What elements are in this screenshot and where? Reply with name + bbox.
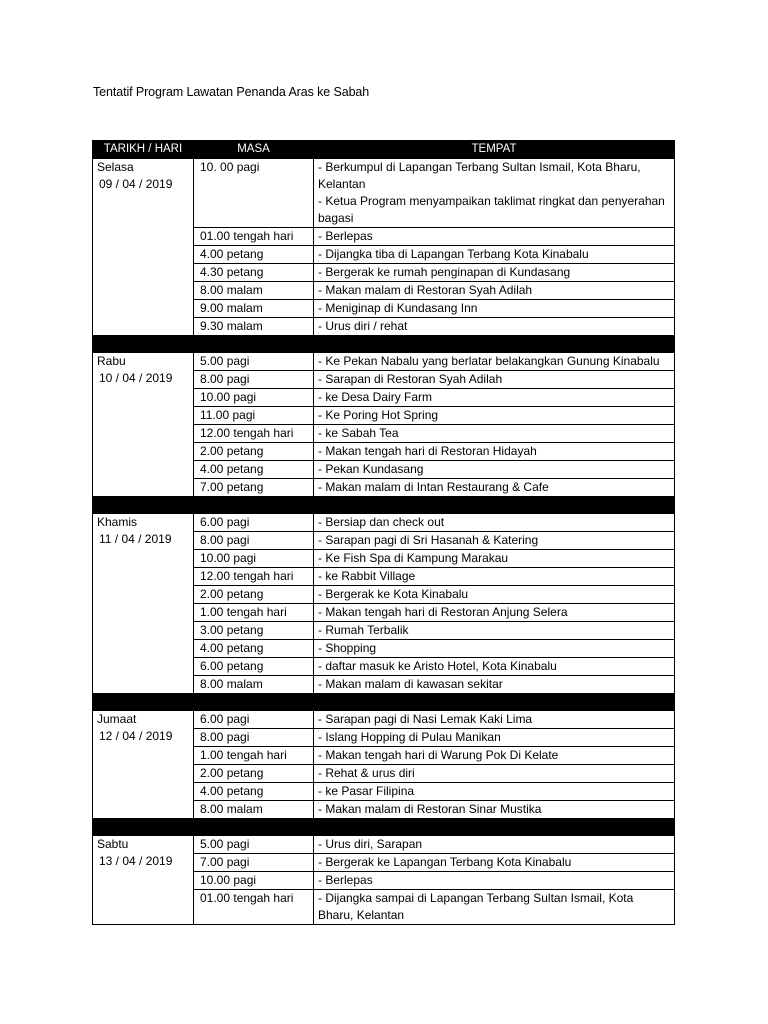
place-cell: - Dijangka sampai di Lapangan Terbang Sultan Ismail, Kota Bharu, Kelantan bbox=[314, 890, 675, 925]
header-place: TEMPAT bbox=[314, 141, 675, 159]
place-cell: - Makan malam di Restoran Sinar Mustika bbox=[314, 801, 675, 819]
header-row bbox=[93, 141, 675, 159]
time-cell: 8.00 pagi bbox=[194, 532, 314, 550]
place-cell: - Makan tengah hari di Restoran Hidayah bbox=[314, 443, 675, 461]
table-row bbox=[93, 353, 675, 371]
time-cell: 9.30 malam bbox=[194, 318, 314, 336]
time-cell: 7.00 petang bbox=[194, 479, 314, 497]
place-cell: - Bergerak ke rumah penginapan di Kundasang bbox=[314, 264, 675, 282]
time-cell: 11.00 pagi bbox=[194, 407, 314, 425]
time-cell: 8.00 malam bbox=[194, 282, 314, 300]
day-date: 13 / 04 / 2019 bbox=[99, 854, 173, 868]
place-cell: - Ke Fish Spa di Kampung Marakau bbox=[314, 550, 675, 568]
place-cell: - Islang Hopping di Pulau Manikan bbox=[314, 729, 675, 747]
separator-bar bbox=[93, 694, 675, 711]
schedule-table bbox=[92, 140, 675, 925]
time-cell: 8.00 pagi bbox=[194, 729, 314, 747]
time-cell: 1.00 tengah hari bbox=[194, 604, 314, 622]
day-cell bbox=[93, 711, 194, 819]
time-cell: 3.00 petang bbox=[194, 622, 314, 640]
time-cell: 12.00 tengah hari bbox=[194, 425, 314, 443]
document-title: Tentatif Program Lawatan Penanda Aras ke Sabah bbox=[93, 85, 370, 99]
time-cell: 7.00 pagi bbox=[194, 854, 314, 872]
place-cell: - Rehat & urus diri bbox=[314, 765, 675, 783]
time-cell: 4.00 petang bbox=[194, 461, 314, 479]
time-cell: 6.00 petang bbox=[194, 658, 314, 676]
separator-bar bbox=[93, 336, 675, 353]
time-cell: 8.00 malam bbox=[194, 801, 314, 819]
time-cell: 01.00 tengah hari bbox=[194, 890, 314, 925]
day-date: 09 / 04 / 2019 bbox=[99, 177, 173, 191]
day-name: Selasa bbox=[97, 160, 134, 174]
day-date: 12 / 04 / 2019 bbox=[99, 729, 173, 743]
place-cell: - Meniginap di Kundasang Inn bbox=[314, 300, 675, 318]
place-cell: - Pekan Kundasang bbox=[314, 461, 675, 479]
day-name: Rabu bbox=[97, 354, 126, 368]
time-cell: 4.30 petang bbox=[194, 264, 314, 282]
day-name: Sabtu bbox=[97, 837, 129, 851]
time-cell: 10. 00 pagi bbox=[194, 159, 314, 228]
place-cell: - Sarapan di Restoran Syah Adilah bbox=[314, 371, 675, 389]
day-cell bbox=[93, 159, 194, 336]
day-cell bbox=[93, 836, 194, 925]
time-cell: 2.00 petang bbox=[194, 586, 314, 604]
time-cell: 10.00 pagi bbox=[194, 389, 314, 407]
table-row bbox=[93, 836, 675, 854]
place-cell: - Shopping bbox=[314, 640, 675, 658]
table-row bbox=[93, 514, 675, 532]
place-cell: - Sarapan pagi di Nasi Lemak Kaki Lima bbox=[314, 711, 675, 729]
time-cell: 8.00 pagi bbox=[194, 371, 314, 389]
day-separator-row bbox=[93, 497, 675, 514]
place-cell: - daftar masuk ke Aristo Hotel, Kota Kinabalu bbox=[314, 658, 675, 676]
day-separator-row bbox=[93, 336, 675, 353]
time-cell: 4.00 petang bbox=[194, 783, 314, 801]
place-cell: - Makan malam di Restoran Syah Adilah bbox=[314, 282, 675, 300]
place-cell: - Bergerak ke Kota Kinabalu bbox=[314, 586, 675, 604]
place-cell: - Bergerak ke Lapangan Terbang Kota Kinabalu bbox=[314, 854, 675, 872]
day-date: 11 / 04 / 2019 bbox=[99, 532, 172, 546]
day-separator-row bbox=[93, 819, 675, 836]
time-cell: 4.00 petang bbox=[194, 246, 314, 264]
day-name: Khamis bbox=[97, 515, 138, 529]
day-cell bbox=[93, 353, 194, 497]
place-cell: - ke Pasar Filipina bbox=[314, 783, 675, 801]
place-cell: - Makan tengah hari di Restoran Anjung Selera bbox=[314, 604, 675, 622]
time-cell: 01.00 tengah hari bbox=[194, 228, 314, 246]
place-cell: - Urus diri / rehat bbox=[314, 318, 675, 336]
time-cell: 9.00 malam bbox=[194, 300, 314, 318]
place-cell: - Dijangka tiba di Lapangan Terbang Kota Kinabalu bbox=[314, 246, 675, 264]
header-time: MASA bbox=[194, 141, 314, 159]
separator-bar bbox=[93, 819, 675, 836]
time-cell: 5.00 pagi bbox=[194, 836, 314, 854]
place-cell: - ke Sabah Tea bbox=[314, 425, 675, 443]
time-cell: 8.00 malam bbox=[194, 676, 314, 694]
table-row bbox=[93, 159, 675, 228]
place-cell: - Sarapan pagi di Sri Hasanah & Katering bbox=[314, 532, 675, 550]
time-cell: 5.00 pagi bbox=[194, 353, 314, 371]
place-cell: - Berlepas bbox=[314, 872, 675, 890]
time-cell: 2.00 petang bbox=[194, 443, 314, 461]
header-day: TARIKH / HARI bbox=[93, 141, 194, 159]
time-cell: 6.00 pagi bbox=[194, 711, 314, 729]
day-cell bbox=[93, 514, 194, 694]
place-cell: - Ke Pekan Nabalu yang berlatar belakangkan Gunung Kinabalu bbox=[314, 353, 675, 371]
place-cell: - Berkumpul di Lapangan Terbang Sultan Ismail, Kota Bharu, Kelantan - Ketua Program menyampaikan taklimat ringkat dan penyerahan bagasi bbox=[314, 159, 675, 228]
time-cell: 1.00 tengah hari bbox=[194, 747, 314, 765]
place-cell: - Urus diri, Sarapan bbox=[314, 836, 675, 854]
time-cell: 2.00 petang bbox=[194, 765, 314, 783]
place-cell: - ke Rabbit Village bbox=[314, 568, 675, 586]
day-name: Jumaat bbox=[97, 712, 137, 726]
place-cell: - ke Desa Dairy Farm bbox=[314, 389, 675, 407]
time-cell: 10.00 pagi bbox=[194, 550, 314, 568]
table-row bbox=[93, 711, 675, 729]
place-cell: - Rumah Terbalik bbox=[314, 622, 675, 640]
place-cell: - Berlepas bbox=[314, 228, 675, 246]
place-cell: - Ke Poring Hot Spring bbox=[314, 407, 675, 425]
time-cell: 10.00 pagi bbox=[194, 872, 314, 890]
place-cell: - Makan tengah hari di Warung Pok Di Kelate bbox=[314, 747, 675, 765]
place-cell: - Makan malam di Intan Restaurang & Cafe bbox=[314, 479, 675, 497]
time-cell: 4.00 petang bbox=[194, 640, 314, 658]
time-cell: 6.00 pagi bbox=[194, 514, 314, 532]
day-separator-row bbox=[93, 694, 675, 711]
time-cell: 12.00 tengah hari bbox=[194, 568, 314, 586]
day-date: 10 / 04 / 2019 bbox=[99, 371, 173, 385]
place-cell: - Bersiap dan check out bbox=[314, 514, 675, 532]
place-cell: - Makan malam di kawasan sekitar bbox=[314, 676, 675, 694]
separator-bar bbox=[93, 497, 675, 514]
